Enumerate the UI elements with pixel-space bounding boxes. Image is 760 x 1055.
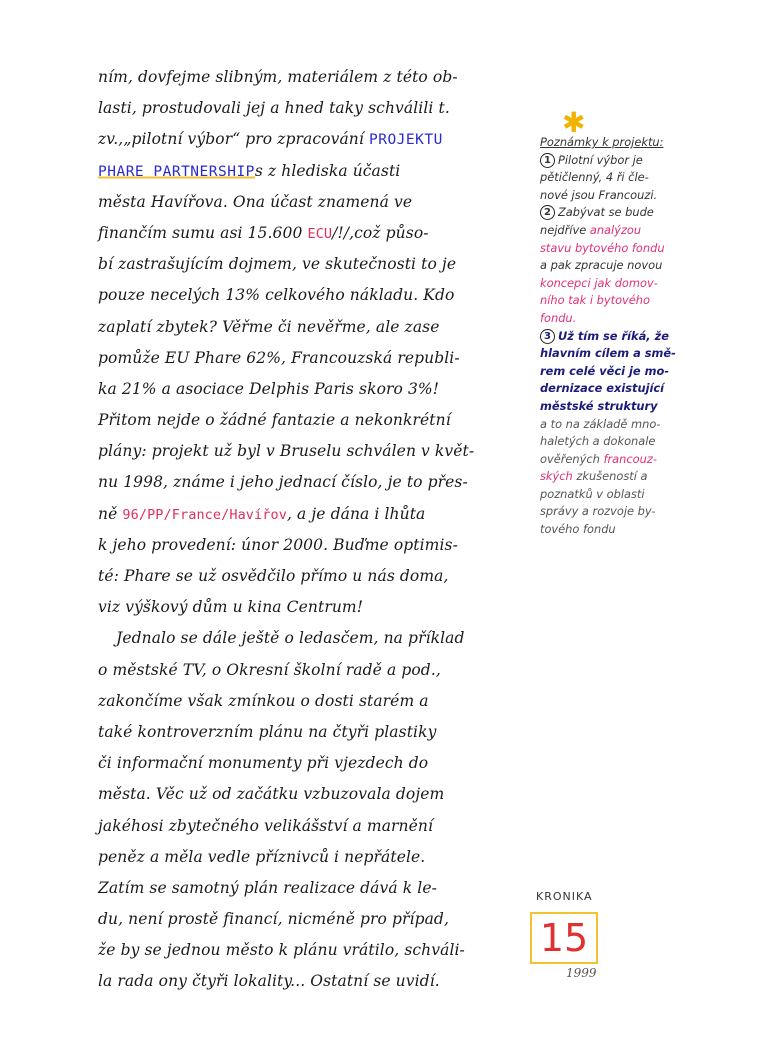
note-line: fondu.: [540, 310, 577, 325]
text-fragment: zv.,„pilotní výbor“ pro zpracování: [98, 130, 364, 149]
note-line: správy a rozvoje by-: [540, 504, 656, 519]
project-name-part-2: PHARE PARTNERSHIP: [98, 163, 255, 180]
note-text: Pilotní výbor je: [558, 152, 643, 167]
text-line: [98, 499, 534, 530]
note-number-2: 2: [540, 205, 555, 220]
note-line: poznatků v oblasti: [540, 486, 645, 501]
text-line: města Havířova. Ona účast znamená ve: [98, 192, 413, 211]
note-text: ověřených: [540, 451, 600, 466]
note-text: Zabývat se bude: [558, 205, 654, 220]
text-line: ka 21% a asociace Delphis Paris skoro 3%!: [98, 379, 440, 398]
project-notes: [540, 134, 715, 539]
note-number-1: 1: [540, 153, 555, 168]
currency-label: ECU: [307, 225, 333, 242]
note-text: zkušeností a: [576, 469, 648, 484]
note-line: tového fondu: [540, 522, 616, 537]
note-highlight: francouz-: [603, 451, 657, 466]
page-number: 15: [539, 916, 589, 960]
note-line: [540, 451, 715, 469]
text-fragment: finančím sumu asi 15.600: [98, 223, 303, 242]
notes-title: Poznámky k projektu:: [540, 135, 664, 149]
text-line: nu 1998, známe i jeho jednací číslo, je to přes-: [98, 473, 468, 492]
note-line: a pak zpracuje novou: [540, 258, 663, 273]
note-line: stavu bytového fondu: [540, 240, 665, 255]
project-code: 96/PP/France/Havířov: [122, 506, 287, 523]
page-number-box: [530, 912, 598, 964]
note-line: a to na základě mno-: [540, 416, 661, 431]
text-fragment: ně: [98, 504, 118, 523]
text-line: k jeho provedení: únor 2000. Buďme optimis-: [98, 535, 458, 554]
text-line: peněz a měla vedle příznivců i nepřátele.: [98, 847, 426, 866]
note-line: dernizace existující: [540, 381, 665, 396]
text-line: [98, 218, 534, 249]
note-line: [540, 152, 715, 170]
text-line: Jednalo se dále ještě o ledasčem, na příklad: [116, 629, 465, 648]
note-highlight: ských: [540, 469, 573, 484]
note-text: nejdříve: [540, 222, 587, 237]
chronicle-label: KRONIKA: [536, 890, 593, 903]
text-line: du, není prostě financí, nicméně pro případ,: [98, 910, 449, 929]
note-highlight: analýzou: [589, 222, 642, 237]
note-line: [540, 328, 715, 346]
note-line: [540, 222, 715, 240]
text-line: la rada ony čtyři lokality... Ostatní se uvidí.: [98, 972, 440, 991]
text-line: Přitom nejde o žádné fantazie a nekonkrétní: [98, 411, 451, 430]
text-line: [98, 156, 534, 187]
text-line: Zatím se samotný plán realizace dává k le-: [98, 878, 437, 897]
text-line: pouze necelých 13% celkového nákladu. Kdo: [98, 286, 455, 305]
text-line: zaplatí zbytek? Věřme či nevěřme, ale zase: [98, 317, 440, 336]
text-line: ním, dovfejme slibným, materiálem z této ob-: [98, 68, 458, 86]
text-line: bí zastrašujícím dojmem, ve skutečnosti to je: [98, 255, 457, 274]
text-line: také kontroverzním plánu na čtyři plastiky: [98, 722, 437, 741]
text-line: o městské TV, o Okresní školní radě a pod.,: [98, 660, 441, 679]
note-line: [540, 204, 715, 222]
text-line: plány: projekt už byl v Bruselu schválen v květ-: [98, 442, 475, 461]
note-line: ního tak i bytového: [540, 293, 650, 308]
text-line: či informační monumenty při vjezdech do: [98, 754, 429, 773]
note-line: koncepci jak domov-: [540, 275, 658, 290]
note-line: nové jsou Francouzi.: [540, 187, 658, 202]
note-number-3: 3: [540, 329, 555, 344]
text-line: [98, 124, 534, 155]
asterisk-star-icon: ✱: [562, 106, 586, 139]
note-line: hlavním cílem a smě-: [540, 346, 676, 361]
text-line: zakončíme však zmínkou o dosti starém a: [98, 691, 429, 710]
text-line: města. Věc už od začátku vzbuzovala dojem: [98, 785, 445, 804]
main-text-column: [98, 62, 534, 998]
text-line: té: Phare se už osvědčilo přímo u nás doma,: [98, 567, 449, 585]
text-fragment: , a je dána i lhůta: [286, 504, 426, 523]
note-line: městské struktury: [540, 398, 658, 413]
text-line: pomůže EU Phare 62%, Francouzská republi-: [98, 348, 460, 367]
note-text: Už tím se říká, že: [558, 328, 669, 343]
text-fragment: s z hlediska účasti: [254, 161, 401, 180]
text-line: lasti, prostudovali jej a hned taky schválili t.: [98, 99, 450, 118]
note-line: [540, 468, 715, 486]
text-fragment: /!/,což půso-: [332, 223, 429, 242]
note-line: haletých a dokonale: [540, 434, 656, 449]
text-line: jakéhosi zbytečného velikášství a marnění: [98, 816, 434, 835]
text-line: že by se jednou město k plánu vrátilo, schváli-: [98, 941, 465, 960]
text-line: viz výškový dům u kina Centrum!: [98, 598, 364, 617]
note-line: pětičlenný, 4 ři čle-: [540, 170, 649, 185]
note-line: rem celé věci je mo-: [540, 363, 670, 378]
chronicle-year: 1999: [566, 966, 597, 980]
project-name-part-1: PROJEKTU: [368, 132, 443, 149]
